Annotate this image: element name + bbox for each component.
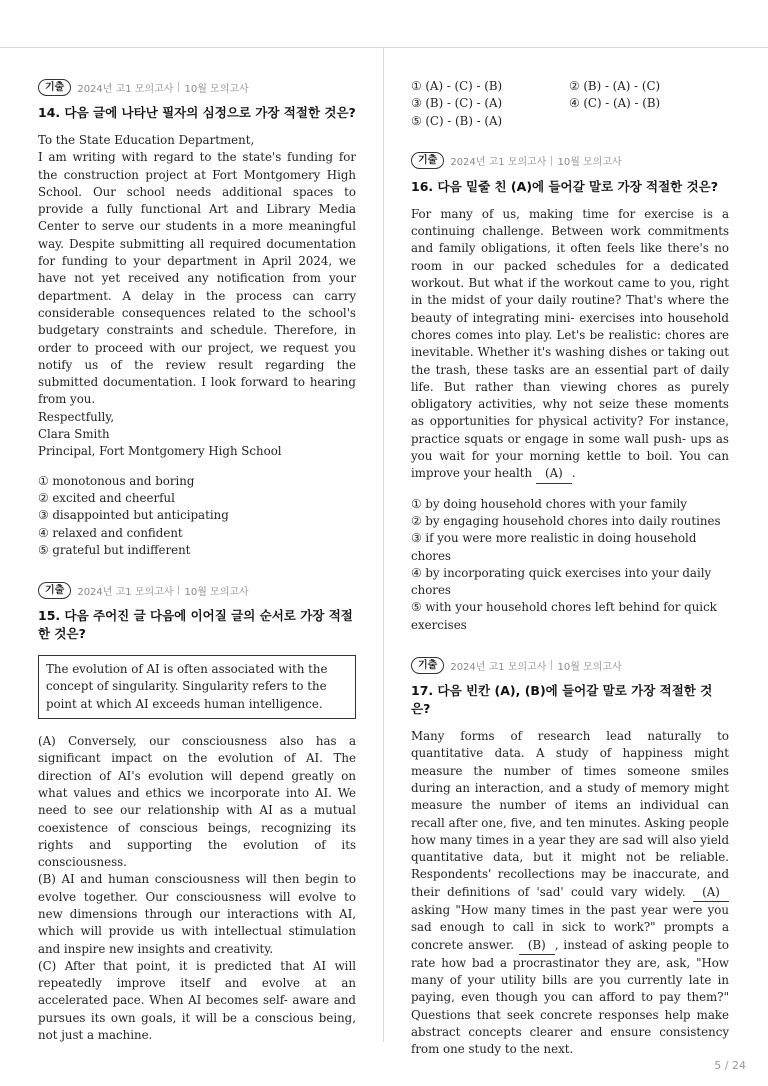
paragraph-b: (B) AI and human consciousness will then begin to evolve together. Our consciousness will evolve to new dimensions through our interactions with AI, which will provide us with intellectual stimulation and inspire new insights and creativity. bbox=[38, 872, 356, 956]
past-exam-tag: 기출 bbox=[38, 79, 71, 96]
q17-body-part-1: Many forms of research lead naturally to quantitative data. A study of happiness might measure the number of times someone smiles during an interaction, and a study of memory might measure the number of items an individual can recall after one, five, and ten minutes. Asking people how many times in a year they are sad will also yield quantitative data, but it might not be reliable. Respondents' recollections may be inaccurate, and their definitions of 'sad' could vary widely. bbox=[411, 729, 729, 899]
q15-paragraphs bbox=[38, 733, 356, 1044]
q16-source bbox=[411, 152, 729, 170]
q16-choices bbox=[411, 496, 729, 634]
past-exam-tag: 기출 bbox=[411, 657, 444, 674]
past-exam-tag: 기출 bbox=[411, 152, 444, 169]
past-exam-tag: 기출 bbox=[38, 582, 71, 599]
page-number: 5 / 24 bbox=[714, 1059, 746, 1072]
choice-5[interactable]: ⑤ (C) - (B) - (A) bbox=[411, 113, 503, 128]
q17-passage bbox=[411, 728, 729, 1059]
source-month: 10월 모의고사 bbox=[557, 157, 622, 169]
blank-a: (A) bbox=[536, 465, 572, 483]
choice-1[interactable]: ① monotonous and boring bbox=[38, 473, 195, 488]
q16-passage bbox=[411, 206, 729, 484]
source-year: 2024년 고1 모의고사 bbox=[77, 586, 174, 598]
letter-salutation: To the State Education Department, bbox=[38, 133, 255, 147]
choice-4[interactable]: ④ by incorporating quick exercises into your daily chores bbox=[411, 565, 712, 598]
q17-title: 17. 다음 빈칸 (A), (B)에 들어갈 말로 가장 적절한 것은? bbox=[411, 683, 713, 717]
choice-1[interactable]: ① by doing household chores with your family bbox=[411, 496, 687, 511]
choice-2[interactable]: ② by engaging household chores into daily routines bbox=[411, 513, 721, 528]
q14-choices bbox=[38, 473, 356, 559]
choice-3[interactable]: ③ disappointed but anticipating bbox=[38, 508, 229, 523]
source-year: 2024년 고1 모의고사 bbox=[450, 661, 547, 673]
choice-4[interactable]: ④ (C) - (A) - (B) bbox=[569, 96, 661, 111]
q16-body: For many of us, making time for exercise is a continuing challenge. Between work commitments and family obligations, it often feels like there's no room in our packed schedules for a dedicated workout. But what if the workout came to you, right in the midst of your daily routine? That's where the beauty of integrating mini- exercises into household chores comes into play. Let's be realistic: chores are inevitable. Whether it's washing dishes or taking out the trash, these tasks are an essential part of daily life. But rather than viewing chores as purely obligatory activities, why not seize these moments as opportunities for physical activity? For instance, practice squats or engage in some wall push- ups as you wait for your morning kettle to boil. You can improve your health bbox=[411, 206, 729, 481]
choice-2[interactable]: ② excited and cheerful bbox=[38, 490, 175, 505]
q15-title: 15. 다음 주어진 글 다음에 이어질 글의 순서로 가장 적절한 것은? bbox=[38, 608, 353, 642]
q17-body-part-3: , instead of asking people to rate how bad a procrastinator they are, ask, "How many of your utility bills are you currently late in paying, even though you can afford to pay them?" Questions that seek concrete responses help make abstract concepts clearer and ensure consistency from one study to the next. bbox=[411, 937, 729, 1057]
q15-given-passage: The evolution of AI is often associated with the concept of singularity. Singularity refers to the point at which AI exceeds human intelligence. bbox=[38, 655, 356, 719]
q17-body-part-2: asking "How many times in the past year were you sad enough to call in sick to work?" prompts a concrete answer. bbox=[411, 902, 729, 952]
source-month: 10월 모의고사 bbox=[184, 83, 249, 95]
q16-title: 16. 다음 밑줄 친 (A)에 들어갈 말로 가장 적절한 것은? bbox=[411, 178, 719, 194]
header-rule bbox=[0, 47, 768, 48]
source-year: 2024년 고1 모의고사 bbox=[450, 157, 547, 169]
source-month: 10월 모의고사 bbox=[184, 586, 249, 598]
blank-b: (B) bbox=[519, 937, 555, 955]
separator bbox=[178, 82, 179, 92]
choice-3[interactable]: ③ (B) - (C) - (A) bbox=[411, 96, 503, 111]
paragraph-c: (C) After that point, it is predicted that AI will repeatedly improve itself and evolve at an accelerated pace. When AI becomes self- aware and pursues its own goals, it will be a conscious being, not just a machine. bbox=[38, 958, 356, 1043]
q15-source bbox=[38, 581, 356, 599]
source-year: 2024년 고1 모의고사 bbox=[77, 83, 174, 95]
left-column bbox=[38, 78, 356, 1044]
choice-5[interactable]: ⑤ with your household chores left behind for quick exercises bbox=[411, 600, 717, 632]
choice-4[interactable]: ④ relaxed and confident bbox=[38, 525, 183, 540]
blank-a: (A) bbox=[693, 884, 729, 902]
q17-source bbox=[411, 656, 729, 674]
source-month: 10월 모의고사 bbox=[557, 661, 622, 673]
q14-passage bbox=[38, 132, 356, 461]
letter-body: I am writing with regard to the state's funding for the construction project at Fort Montgomery High School. Our school needs additional spaces to provide a fully functional Art and Library Media Center to serve our students in a more meaningful way. Despite submitting all required documentation for funding to your department in April 2024, we have not yet received any notification from your department. A delay in the process can carry considerable consequences related to the school's budgetary constraints and schedule. Therefore, in order to proceed with our project, we request you notify us of the review result regarding the submitted documentation. I look forward to hearing from you. bbox=[38, 150, 356, 407]
choice-1[interactable]: ① (A) - (C) - (B) bbox=[411, 79, 503, 93]
choice-3[interactable]: ③ if you were more realistic in doing household chores bbox=[411, 531, 697, 563]
right-column bbox=[411, 78, 729, 1059]
choice-2[interactable]: ② (B) - (A) - (C) bbox=[569, 79, 661, 93]
q15-choices bbox=[411, 78, 729, 130]
q14-source bbox=[38, 78, 356, 96]
letter-position: Principal, Fort Montgomery High School bbox=[38, 444, 282, 459]
separator bbox=[178, 585, 179, 595]
q14-title: 14. 다음 글에 나타난 필자의 심정으로 가장 적절한 것은? bbox=[38, 105, 356, 120]
column-divider bbox=[383, 48, 384, 1042]
letter-closing: Respectfully, bbox=[38, 409, 115, 424]
letter-name: Clara Smith bbox=[38, 427, 110, 442]
separator bbox=[551, 660, 552, 670]
paragraph-a: (A) Conversely, our consciousness also has a significant impact on the evolution of AI. The direction of AI's evolution will depend greatly on what values and ethics we incorporate into AI. We need to see our relationship with AI as a mutual coexistence of conscious beings, recognizing its rights and supporting the evolution of its consciousness. bbox=[38, 734, 356, 870]
separator bbox=[551, 156, 552, 166]
q16-end: . bbox=[571, 466, 576, 481]
choice-5[interactable]: ⑤ grateful but indifferent bbox=[38, 542, 191, 557]
